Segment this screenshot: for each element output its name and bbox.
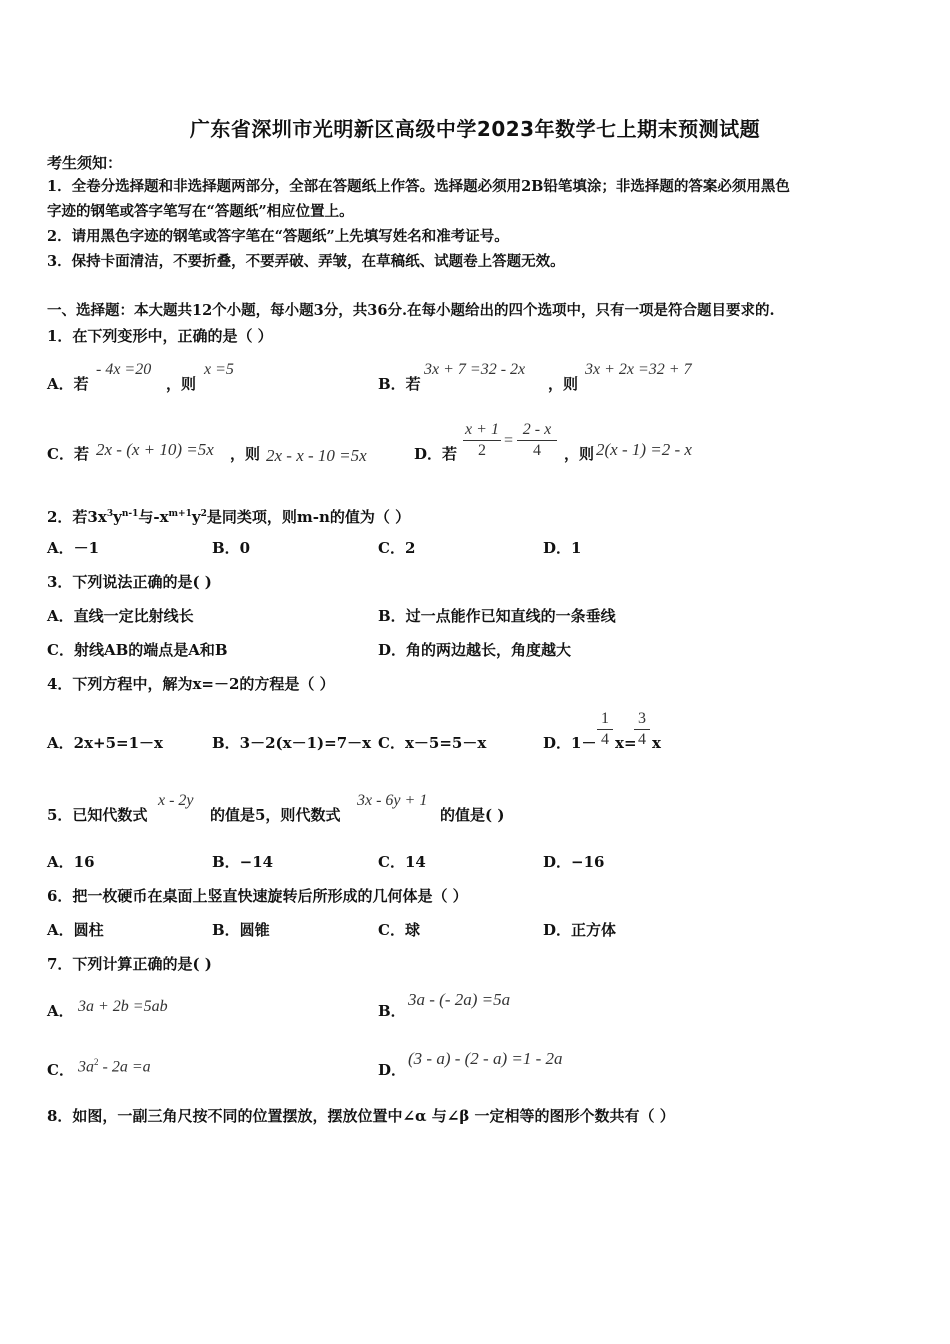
q2-sup: m+1 xyxy=(168,509,192,519)
denominator: 4 xyxy=(601,731,609,748)
q4-option-a: A．2x+5=1－x xyxy=(47,734,163,752)
q1-stem: 1．在下列变形中，正确的是（ ） xyxy=(47,327,273,345)
numerator: x + 1 xyxy=(465,421,499,438)
q2-option-d: D．1 xyxy=(543,539,582,557)
q5-stem-a: 5．已知代数式 xyxy=(47,806,148,824)
q5-math-1: x - 2y xyxy=(158,792,194,809)
q1-option-c-math2: 2x - x - 10 =5x xyxy=(266,446,367,465)
q4-option-d-prefix: D．1－ xyxy=(543,734,597,752)
q2-sup: n-1 xyxy=(121,509,139,519)
fraction-bar xyxy=(597,729,613,730)
fraction-bar xyxy=(634,729,650,730)
q2-stem-part: 是同类项，则m-n的值为（ ） xyxy=(206,508,411,526)
q3-option-d: D．角的两边越长，角度越大 xyxy=(378,641,572,659)
q7-option-b-label: B． xyxy=(378,1002,406,1020)
q1-option-a-math2: x =5 xyxy=(204,361,234,378)
fraction-bar xyxy=(463,440,501,441)
q5-stem-c: 的值是( ) xyxy=(440,806,505,824)
q1-option-b-label: B．若 xyxy=(378,375,421,393)
q3-option-b: B．过一点能作已知直线的一条垂线 xyxy=(378,607,616,625)
denominator: 2 xyxy=(478,442,486,459)
q6-option-b: B．圆锥 xyxy=(212,921,270,939)
q2-option-a: A．－1 xyxy=(47,539,100,557)
numerator: 1 xyxy=(601,710,609,727)
q3-stem: 3．下列说法正确的是( ) xyxy=(47,573,212,591)
notice-line-3: 3．保持卡面清洁，不要折叠，不要弄破、弄皱，在草稿纸、试题卷上答题无效。 xyxy=(47,253,565,270)
q7-stem: 7．下列计算正确的是( ) xyxy=(47,955,212,973)
q2-option-b: B．0 xyxy=(212,539,251,557)
q5-math-2: 3x - 6y + 1 xyxy=(357,792,428,809)
q4-option-c: C．x－5=5－x xyxy=(378,734,487,752)
q1-option-d-equals: = xyxy=(504,432,514,449)
q6-stem: 6．把一枚硬币在桌面上竖直快速旋转后所形成的几何体是（ ） xyxy=(47,887,468,905)
q7-option-b-math: 3a - (- 2a) =5a xyxy=(408,990,511,1009)
q1-option-d-label: D．若 xyxy=(414,445,458,463)
math-sup: 2 xyxy=(94,1057,99,1067)
q2-stem-part: 与-x xyxy=(138,508,169,526)
q4-option-b: B．3－2(x－1)=7－x xyxy=(212,734,372,752)
q4-option-d-post: x xyxy=(652,734,661,752)
q6-option-a: A．圆柱 xyxy=(47,921,104,939)
q1-option-c-label: C．若 xyxy=(47,445,89,463)
notice-line-2: 2．请用黑色字迹的钢笔或答字笔在“答题纸”上先填写姓名和准考证号。 xyxy=(47,228,509,245)
q4-stem: 4．下列方程中，解为x=－2的方程是（ ） xyxy=(47,675,335,693)
q7-option-d-label: D． xyxy=(378,1061,407,1079)
q1-option-d-math2: 2(x - 1) =2 - x xyxy=(596,440,692,459)
q4-option-d-fraction-1 xyxy=(597,710,613,749)
q1-option-b-math2: 3x + 2x =32 + 7 xyxy=(585,361,692,378)
q1-option-d-fraction-right xyxy=(517,421,557,460)
q4-option-d-fraction-2 xyxy=(634,710,650,749)
math-part: - 2a =a xyxy=(98,1058,151,1076)
q1-option-c-then: ，则 xyxy=(230,445,261,463)
q2-stem xyxy=(47,505,410,526)
q2-option-c: C．2 xyxy=(378,539,416,557)
q2-sup: 3 xyxy=(106,509,114,519)
numerator: 2 - x xyxy=(522,421,552,438)
section-heading: 一、选择题：本大题共12个小题，每小题3分，共36分.在每小题给出的四个选项中，只有一项是符合题目要求的. xyxy=(47,302,775,319)
q5-option-a: A．16 xyxy=(47,853,95,871)
q3-option-c: C．射线AB的端点是A和B xyxy=(47,641,228,659)
q2-stem-part: y xyxy=(113,508,122,526)
denominator: 4 xyxy=(533,442,541,459)
q5-stem-b: 的值是5，则代数式 xyxy=(210,806,341,824)
notice-line-1: 1．全卷分选择题和非选择题两部分，全部在答题纸上作答。选择题必须用2B铅笔填涂；非选择题的答案必须用黑色 xyxy=(47,178,790,195)
q6-option-d: D．正方体 xyxy=(543,921,617,939)
notice-heading: 考生须知： xyxy=(47,154,123,172)
q1-option-b-then: ，则 xyxy=(548,375,579,393)
q1-option-c-math1: 2x - (x + 10) =5x xyxy=(96,440,214,459)
fraction-bar xyxy=(517,440,557,441)
math-part: 3a xyxy=(78,1058,94,1076)
numerator: 3 xyxy=(638,710,646,727)
q1-option-d-fraction-left xyxy=(463,421,501,460)
q2-stem-part: 2．若3x xyxy=(47,508,107,526)
q1-option-a-math1: - 4x =20 xyxy=(96,361,152,378)
q2-stem-part: y xyxy=(191,508,201,526)
q5-option-b: B．−14 xyxy=(212,853,274,871)
q1-option-a-then: ，则 xyxy=(166,375,197,393)
q7-option-d-math: (3 - a) - (2 - a) =1 - 2a xyxy=(408,1049,563,1068)
q8-stem: 8．如图，一副三角尺按不同的位置摆放，摆放位置中∠α 与∠β 一定相等的图形个数共有（ ） xyxy=(47,1107,675,1125)
page-title: 广东省深圳市光明新区高级中学2023年数学七上期末预测试题 xyxy=(189,117,761,141)
q2-sup: 2 xyxy=(200,509,207,519)
q7-option-a-math: 3a + 2b =5ab xyxy=(78,998,168,1015)
q1-option-b-math1: 3x + 7 =32 - 2x xyxy=(424,361,526,378)
q1-option-d-then: ，则 xyxy=(564,445,595,463)
q4-option-d-mid: x= xyxy=(615,734,637,752)
notice-line-1b: 字迹的钢笔或答字笔写在“答题纸”相应位置上。 xyxy=(47,203,354,220)
q7-option-c-label: C． xyxy=(47,1061,74,1079)
q1-option-a-label: A．若 xyxy=(47,375,89,393)
q6-option-c: C．球 xyxy=(378,921,420,939)
q7-option-c-math xyxy=(78,1057,151,1076)
q3-option-a: A．直线一定比射线长 xyxy=(47,607,194,625)
q5-option-d: D．−16 xyxy=(543,853,605,871)
q5-option-c: C．14 xyxy=(378,853,426,871)
q7-option-a-label: A． xyxy=(47,1002,74,1020)
denominator: 4 xyxy=(638,731,646,748)
